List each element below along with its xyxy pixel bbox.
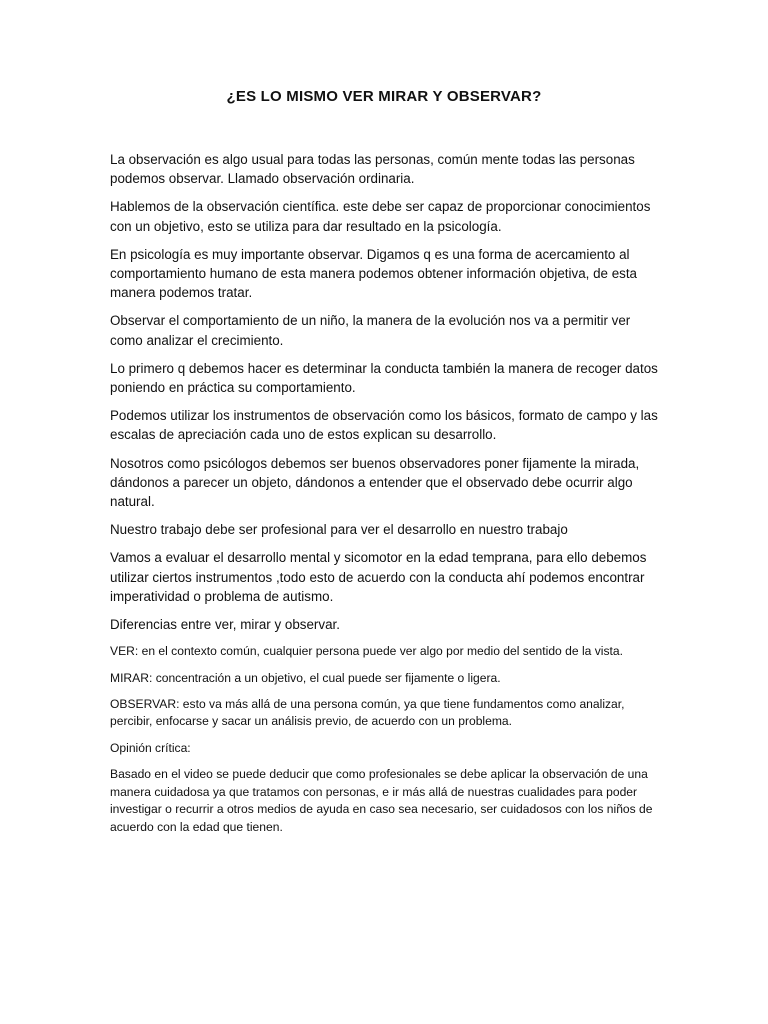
paragraph-observacion-cientifica: Hablemos de la observación científica. este debe ser capaz de proporcionar conocimientos con un objetivo, esto se utiliza para dar resultado en la psicología.: [110, 199, 651, 234]
paragraph-trabajo-profesional: Nuestro trabajo debe ser profesional para ver el desarrollo en nuestro trabajo: [110, 522, 568, 538]
document-title: ¿ES LO MISMO VER MIRAR Y OBSERVAR?: [226, 88, 542, 105]
document-body: [110, 150, 658, 845]
paragraph-observacion-ordinaria: La observación es algo usual para todas las personas, común mente todas las personas podemos observar. Llamado observación ordinaria.: [110, 152, 635, 187]
paragraph-instrumentos: Podemos utilizar los instrumentos de observación como los básicos, formato de campo y las escalas de apreciación cada uno de estos explican su desarrollo.: [110, 408, 658, 443]
paragraph-opinion-critica: Basado en el video se puede deducir que como profesionales se debe aplicar la observación de una manera cuidadosa ya que tratamos con personas, e ir más allá de nuestras cualidades para poder investigar o recurrir a otros medios de ayuda en caso sea necesario, ser cuidadosos con los niños de acuerdo con la edad que tienen.: [110, 767, 653, 834]
paragraph-comportamiento-nino: Observar el comportamiento de un niño, la manera de la evolución nos va a permitir ver como analizar el crecimiento.: [110, 313, 631, 348]
paragraph-diferencias: Diferencias entre ver, mirar y observar.: [110, 617, 340, 633]
paragraph-psicologos-observadores: Nosotros como psicólogos debemos ser buenos observadores poner fijamente la mirada, dándonos a parecer un objeto, dándonos a entender que el observado debe ocurrir algo natural.: [110, 455, 640, 510]
paragraph-psicologia: En psicología es muy importante observar. Digamos q es una forma de acercamiento al comportamiento humano de esta manera podemos obtener información objetiva, de esta manera podemos tratar.: [110, 246, 638, 301]
paragraph-determinar-conducta: Lo primero q debemos hacer es determinar la conducta también la manera de recoger datos poniendo en práctica su comportamiento.: [110, 360, 658, 396]
paragraph-mirar: MIRAR: concentración a un objetivo, el cual puede ser fijamente o ligera.: [110, 670, 501, 685]
paragraph-observar: OBSERVAR: esto va más allá de una persona común, ya que tiene fundamentos como analizar, percibir, enfocarse y sacar un análisis previo, de acuerdo con un problema.: [110, 697, 625, 729]
paragraph-ver: VER: en el contexto común, cualquier persona puede ver algo por medio del sentido de la vista.: [110, 644, 623, 659]
paragraph-opinion-critica-heading: Opinión crítica:: [110, 740, 191, 755]
paragraph-desarrollo-mental: Vamos a evaluar el desarrollo mental y sicomotor en la edad temprana, para ello debemos utilizar ciertos instrumentos ,todo esto de acuerdo con la conducta ahí podemos encontrar imperatividad o problema de autismo.: [110, 550, 647, 604]
